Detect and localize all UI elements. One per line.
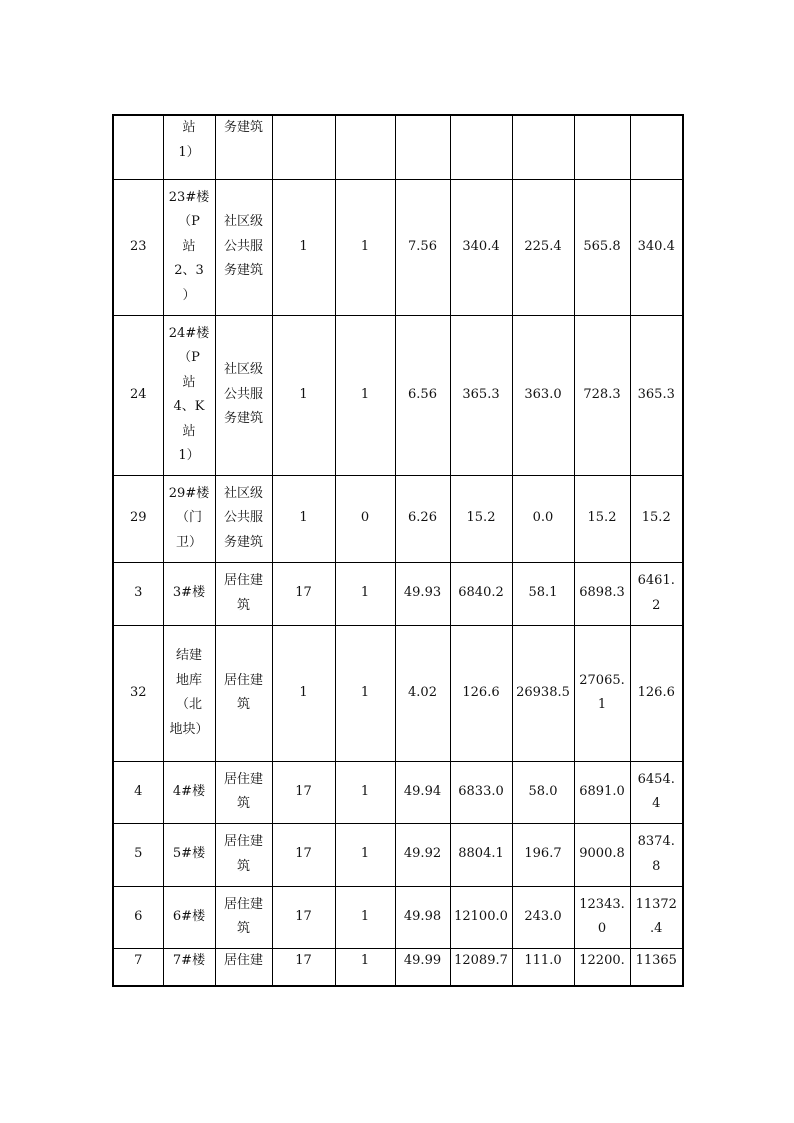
cell-building-type	[215, 948, 272, 986]
cell-building-name	[163, 886, 215, 948]
cell-line: 0.0	[532, 510, 554, 526]
cell-line: 卫）	[175, 534, 202, 550]
table-body	[113, 115, 683, 986]
cell-line: 务建筑	[223, 534, 263, 550]
cell-height	[395, 625, 450, 761]
table-row	[113, 315, 683, 475]
table-row	[113, 179, 683, 315]
cell-floors-below	[335, 179, 395, 315]
cell-area-above	[450, 625, 512, 761]
cell-line: 12100.0	[454, 908, 508, 924]
cell-line: 居住建	[223, 672, 263, 688]
cell-line: 29	[129, 510, 147, 526]
cell-area-extra	[630, 823, 683, 886]
table-row	[113, 823, 683, 886]
cell-area-below	[512, 315, 574, 475]
cell-line: 225.4	[524, 238, 562, 254]
cell-line: 务建筑	[223, 411, 263, 427]
cell-line: 站	[182, 238, 196, 254]
cell-line: 1）	[178, 144, 200, 160]
cell-floors-above	[272, 625, 335, 761]
cell-line: 49.98	[403, 908, 442, 924]
cell-line: 126.6	[462, 684, 500, 700]
cell-floors-below	[335, 886, 395, 948]
cell-height	[395, 886, 450, 948]
cell-line: （P	[178, 350, 200, 365]
cell-line: 社区级	[223, 214, 263, 230]
cell-line: 居住建	[223, 834, 263, 849]
cell-floors-above	[272, 179, 335, 315]
cell-line: （P	[178, 214, 200, 230]
cell-height	[395, 761, 450, 823]
cell-line: 365.3	[462, 386, 500, 402]
cell-line: 12343.	[579, 896, 625, 912]
cell-line: 2、3	[174, 263, 204, 279]
cell-total-area	[574, 315, 630, 475]
cell-line: 58.1	[528, 585, 558, 601]
cell-area-below	[512, 625, 574, 761]
cell-line: 11372	[635, 896, 677, 912]
cell-row-no	[113, 948, 163, 986]
cell-line: 居住建	[223, 896, 263, 912]
cell-line: ）	[182, 287, 196, 303]
cell-building-name	[163, 562, 215, 625]
cell-area-extra	[630, 948, 683, 986]
cell-line: 6891.0	[579, 783, 625, 799]
cell-line: 1	[299, 684, 308, 700]
cell-line: 站	[182, 374, 196, 390]
cell-floors-above	[272, 562, 335, 625]
cell-line: 社区级	[223, 362, 263, 378]
cell-line: 49.93	[403, 585, 442, 601]
cell-line: 17	[295, 585, 312, 601]
cell-building-name	[163, 179, 215, 315]
cell-line: 49.99	[403, 952, 442, 968]
cell-line: 务建筑	[223, 263, 263, 279]
cell-building-type	[215, 562, 272, 625]
cell-total-area	[574, 115, 630, 179]
cell-line: 1	[299, 510, 308, 526]
cell-height	[395, 823, 450, 886]
cell-line: 24#楼	[168, 325, 210, 341]
cell-row-no	[113, 179, 163, 315]
cell-line: 11365	[635, 952, 677, 968]
cell-row-no	[113, 823, 163, 886]
cell-line: 243.0	[524, 908, 562, 924]
cell-building-type	[215, 886, 272, 948]
cell-area-above	[450, 948, 512, 986]
cell-row-no	[113, 761, 163, 823]
cell-building-type	[215, 475, 272, 562]
cell-area-below	[512, 562, 574, 625]
cell-floors-below	[335, 562, 395, 625]
cell-area-below	[512, 823, 574, 886]
cell-line: 6.26	[408, 510, 437, 526]
cell-floors-below	[335, 823, 395, 886]
cell-line: 126.6	[637, 684, 675, 700]
cell-total-area	[574, 562, 630, 625]
cell-total-area	[574, 761, 630, 823]
cell-building-name	[163, 315, 215, 475]
cell-line: 17	[295, 783, 312, 799]
cell-line: 6	[134, 908, 143, 924]
cell-line: 340.4	[462, 238, 500, 254]
cell-line: 1）	[178, 448, 200, 463]
cell-line: 2	[652, 597, 661, 613]
cell-line: 筑	[236, 597, 250, 613]
cell-line: 地库	[175, 672, 202, 688]
cell-floors-above	[272, 948, 335, 986]
cell-line: 站	[182, 423, 196, 439]
cell-height	[395, 562, 450, 625]
cell-line: 地块）	[169, 721, 209, 737]
cell-floors-below	[335, 761, 395, 823]
cell-area-above	[450, 475, 512, 562]
cell-area-extra	[630, 886, 683, 948]
cell-line: 6#楼	[172, 908, 206, 924]
cell-line: 务建筑	[223, 120, 263, 135]
cell-total-area	[574, 179, 630, 315]
cell-area-above	[450, 315, 512, 475]
cell-line: 196.7	[524, 846, 562, 862]
cell-line: 15.2	[641, 510, 671, 526]
cell-floors-above	[272, 475, 335, 562]
cell-line: 58.0	[528, 783, 558, 799]
cell-row-no	[113, 625, 163, 761]
cell-area-below	[512, 948, 574, 986]
cell-line: 17	[295, 908, 312, 924]
cell-floors-below	[335, 475, 395, 562]
table-row	[113, 562, 683, 625]
cell-building-name	[163, 475, 215, 562]
cell-line: 0	[597, 921, 607, 936]
cell-area-below	[512, 886, 574, 948]
cell-building-type	[215, 625, 272, 761]
cell-line: 5#楼	[172, 846, 206, 862]
cell-building-name	[163, 115, 215, 179]
cell-total-area	[574, 823, 630, 886]
cell-line: 居住建	[223, 573, 263, 588]
cell-total-area	[574, 475, 630, 562]
cell-line: 1	[360, 783, 370, 799]
cell-line: 340.4	[637, 238, 675, 254]
cell-line: 结建	[175, 648, 202, 663]
cell-area-above	[450, 823, 512, 886]
cell-line: 12089.7	[454, 952, 508, 968]
cell-area-below	[512, 115, 574, 179]
cell-line: 筑	[236, 697, 250, 712]
cell-line: 筑	[236, 796, 250, 811]
cell-line: 1	[360, 846, 370, 862]
cell-row-no	[113, 115, 163, 179]
cell-line: 5	[134, 846, 143, 862]
cell-line: 6898.3	[579, 585, 625, 601]
cell-line: 1	[597, 697, 607, 712]
cell-height	[395, 948, 450, 986]
cell-floors-above	[272, 315, 335, 475]
cell-line: 24	[129, 386, 147, 402]
cell-line: 筑	[236, 858, 250, 874]
cell-line: 4	[134, 783, 143, 799]
cell-area-below	[512, 179, 574, 315]
cell-line: 居住建	[223, 952, 263, 968]
cell-line: 1	[360, 952, 370, 968]
cell-line: 15.2	[587, 510, 617, 526]
cell-line: 8	[652, 858, 661, 874]
cell-area-extra	[630, 179, 683, 315]
cell-line: 1	[360, 386, 370, 402]
cell-line: 公共服	[223, 238, 263, 254]
cell-area-above	[450, 179, 512, 315]
cell-area-above	[450, 562, 512, 625]
table-row	[113, 115, 683, 179]
cell-area-below	[512, 761, 574, 823]
cell-line: （北	[175, 697, 202, 712]
cell-total-area	[574, 886, 630, 948]
cell-line: 49.94	[403, 783, 442, 799]
cell-height	[395, 179, 450, 315]
cell-building-name	[163, 948, 215, 986]
cell-line: 1	[299, 238, 308, 254]
cell-area-above	[450, 115, 512, 179]
table-row	[113, 886, 683, 948]
cell-line: 8804.1	[458, 846, 504, 862]
cell-total-area	[574, 625, 630, 761]
cell-building-name	[163, 625, 215, 761]
cell-line: 365.3	[637, 386, 675, 402]
cell-line: 27065.	[579, 672, 625, 688]
table-row	[113, 625, 683, 761]
cell-area-below	[512, 475, 574, 562]
cell-floors-above	[272, 115, 335, 179]
cell-area-above	[450, 761, 512, 823]
cell-area-extra	[630, 625, 683, 761]
cell-height	[395, 475, 450, 562]
cell-line: 7.56	[408, 238, 437, 254]
cell-line: （门	[175, 510, 202, 526]
cell-line: 15.2	[466, 510, 496, 526]
cell-line: 363.0	[524, 386, 562, 402]
cell-floors-below	[335, 115, 395, 179]
cell-line: 9000.8	[579, 846, 625, 862]
table-row	[113, 761, 683, 823]
cell-area-extra	[630, 115, 683, 179]
cell-line: 3#楼	[172, 585, 206, 601]
data-table	[112, 114, 684, 987]
cell-area-extra	[630, 761, 683, 823]
cell-row-no	[113, 562, 163, 625]
cell-line: 站	[182, 120, 196, 135]
cell-line: 4.02	[408, 684, 437, 700]
cell-area-extra	[630, 475, 683, 562]
cell-line: 0	[360, 510, 370, 526]
cell-floors-above	[272, 886, 335, 948]
cell-line: 17	[295, 952, 312, 968]
cell-total-area	[574, 948, 630, 986]
table-row	[113, 948, 683, 986]
cell-line: 4、K	[173, 399, 205, 414]
cell-line: 7	[134, 952, 143, 968]
cell-floors-above	[272, 823, 335, 886]
cell-line: 728.3	[583, 386, 621, 402]
cell-line: 6833.0	[458, 783, 504, 799]
cell-line: 8374.	[637, 834, 675, 849]
cell-line: 居住建	[223, 771, 263, 787]
cell-height	[395, 315, 450, 475]
cell-building-type	[215, 315, 272, 475]
cell-building-type	[215, 115, 272, 179]
cell-line: 1	[360, 238, 370, 254]
cell-line: 1	[360, 684, 370, 700]
cell-row-no	[113, 475, 163, 562]
cell-line: 公共服	[223, 386, 263, 402]
cell-line: 29#楼	[168, 485, 210, 501]
cell-floors-below	[335, 625, 395, 761]
cell-line: 32	[129, 684, 147, 700]
cell-line: 1	[299, 386, 308, 402]
cell-building-name	[163, 761, 215, 823]
cell-line: 23	[129, 238, 147, 254]
cell-building-type	[215, 761, 272, 823]
cell-building-name	[163, 823, 215, 886]
cell-line: 筑	[236, 921, 250, 936]
cell-line: 7#楼	[172, 952, 206, 968]
cell-line: 26938.5	[516, 684, 570, 700]
cell-line: 49.92	[403, 846, 442, 862]
cell-line: 1	[360, 585, 370, 601]
cell-line: 6461.	[637, 573, 675, 588]
cell-row-no	[113, 315, 163, 475]
cell-building-type	[215, 823, 272, 886]
cell-line: 4#楼	[172, 783, 206, 799]
cell-area-extra	[630, 562, 683, 625]
cell-line: 6454.	[637, 771, 675, 787]
cell-line: .4	[650, 921, 663, 936]
cell-building-type	[215, 179, 272, 315]
cell-line: 1	[360, 908, 370, 924]
cell-line: 3	[134, 585, 143, 601]
cell-line: 公共服	[223, 510, 263, 526]
cell-area-above	[450, 886, 512, 948]
cell-floors-below	[335, 948, 395, 986]
cell-line: 4	[652, 796, 661, 811]
cell-floors-above	[272, 761, 335, 823]
cell-line: 6.56	[408, 386, 437, 402]
cell-line: 23#楼	[168, 189, 210, 205]
cell-floors-below	[335, 315, 395, 475]
cell-line: 12200.	[579, 952, 625, 968]
cell-line: 17	[295, 846, 312, 862]
cell-line: 6840.2	[458, 585, 504, 601]
cell-row-no	[113, 886, 163, 948]
cell-line: 565.8	[583, 238, 621, 254]
cell-height	[395, 115, 450, 179]
cell-line: 111.0	[524, 952, 562, 968]
table-row	[113, 475, 683, 562]
cell-line: 社区级	[223, 485, 263, 501]
cell-area-extra	[630, 315, 683, 475]
